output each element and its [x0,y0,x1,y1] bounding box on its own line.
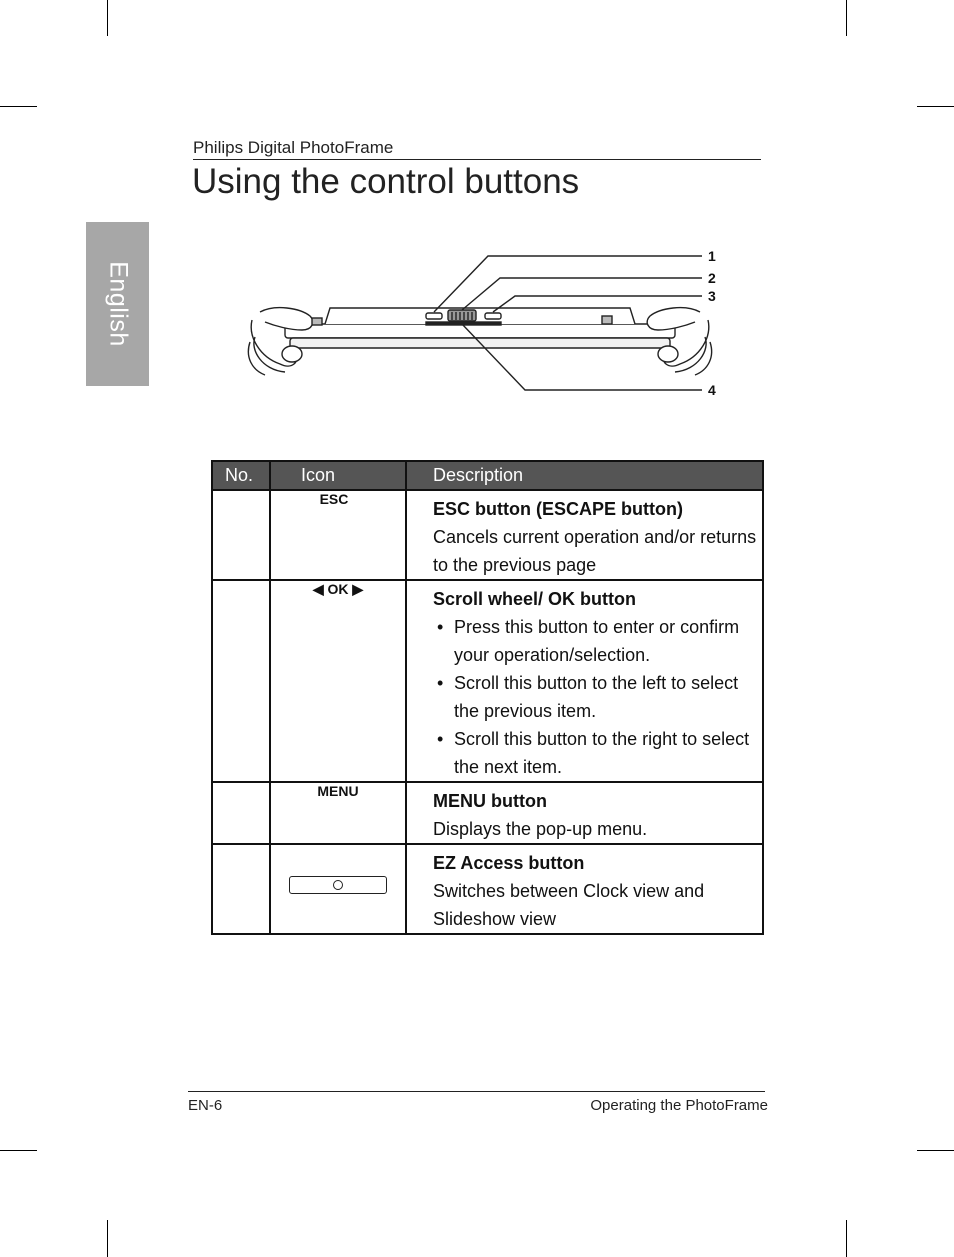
crop-mark [917,1150,954,1151]
callout-2: 2 [708,270,716,286]
row-text: Displays the pop-up menu. [433,819,648,839]
table-row [212,490,763,580]
arrow-left-icon: ◀︎ [312,581,324,597]
header-description: Description [406,461,763,490]
menu-icon: MENU [270,782,406,844]
arrow-right-icon: ▶︎ [352,581,364,597]
row-number [212,580,270,782]
photoframe-illustration [230,242,730,407]
list-item: • Scroll this button to the left to select the previous item. [433,669,762,725]
table-row [212,782,763,844]
crop-mark [846,1220,847,1257]
control-buttons-table [211,460,764,935]
language-tab-label: English [104,261,132,347]
row-description [406,844,763,934]
row-title: Scroll wheel/ OK button [433,589,637,609]
ok-label: OK [327,581,349,597]
footer-divider [188,1091,765,1092]
list-item: • Scroll this button to the right to select the next item. [433,725,762,781]
callout-4: 4 [708,382,716,398]
scroll-wheel-icon [270,580,406,782]
clock-icon [333,880,343,890]
row-text: Switches between Clock view and Slideshow view [433,881,705,929]
crop-mark [0,1150,37,1151]
row-number [212,844,270,934]
page-number: EN-6 [188,1097,223,1114]
header-divider [193,159,761,160]
table-row [212,844,763,934]
section-name: Operating the PhotoFrame [590,1097,768,1114]
table-header-row [212,461,763,490]
esc-icon: ESC [270,490,406,580]
row-description [406,490,763,580]
crop-mark [0,106,37,107]
page-title: Using the control buttons [192,162,580,201]
row-description [406,580,763,782]
language-tab [86,222,149,386]
ez-access-button-icon [289,876,387,894]
row-title: EZ Access button [433,853,585,873]
crop-mark [917,106,954,107]
row-number [212,490,270,580]
list-item: • Press this button to enter or confirm your operation/selection. [433,613,762,669]
row-number [212,782,270,844]
ez-access-icon-cell [270,844,406,934]
callout-1: 1 [708,248,716,264]
row-description [406,782,763,844]
crop-mark [107,0,108,36]
callout-3: 3 [708,288,716,304]
crop-mark [107,1220,108,1257]
header-icon: Icon [270,461,406,490]
crop-mark [846,0,847,36]
row-text: Cancels current operation and/or returns to the previous page [433,527,757,575]
product-name: Philips Digital PhotoFrame [193,138,394,157]
row-title: MENU button [433,791,547,811]
row-title: ESC button (ESCAPE button) [433,499,683,519]
header-no: No. [212,461,270,490]
table-row [212,580,763,782]
bullet-list [433,613,762,781]
